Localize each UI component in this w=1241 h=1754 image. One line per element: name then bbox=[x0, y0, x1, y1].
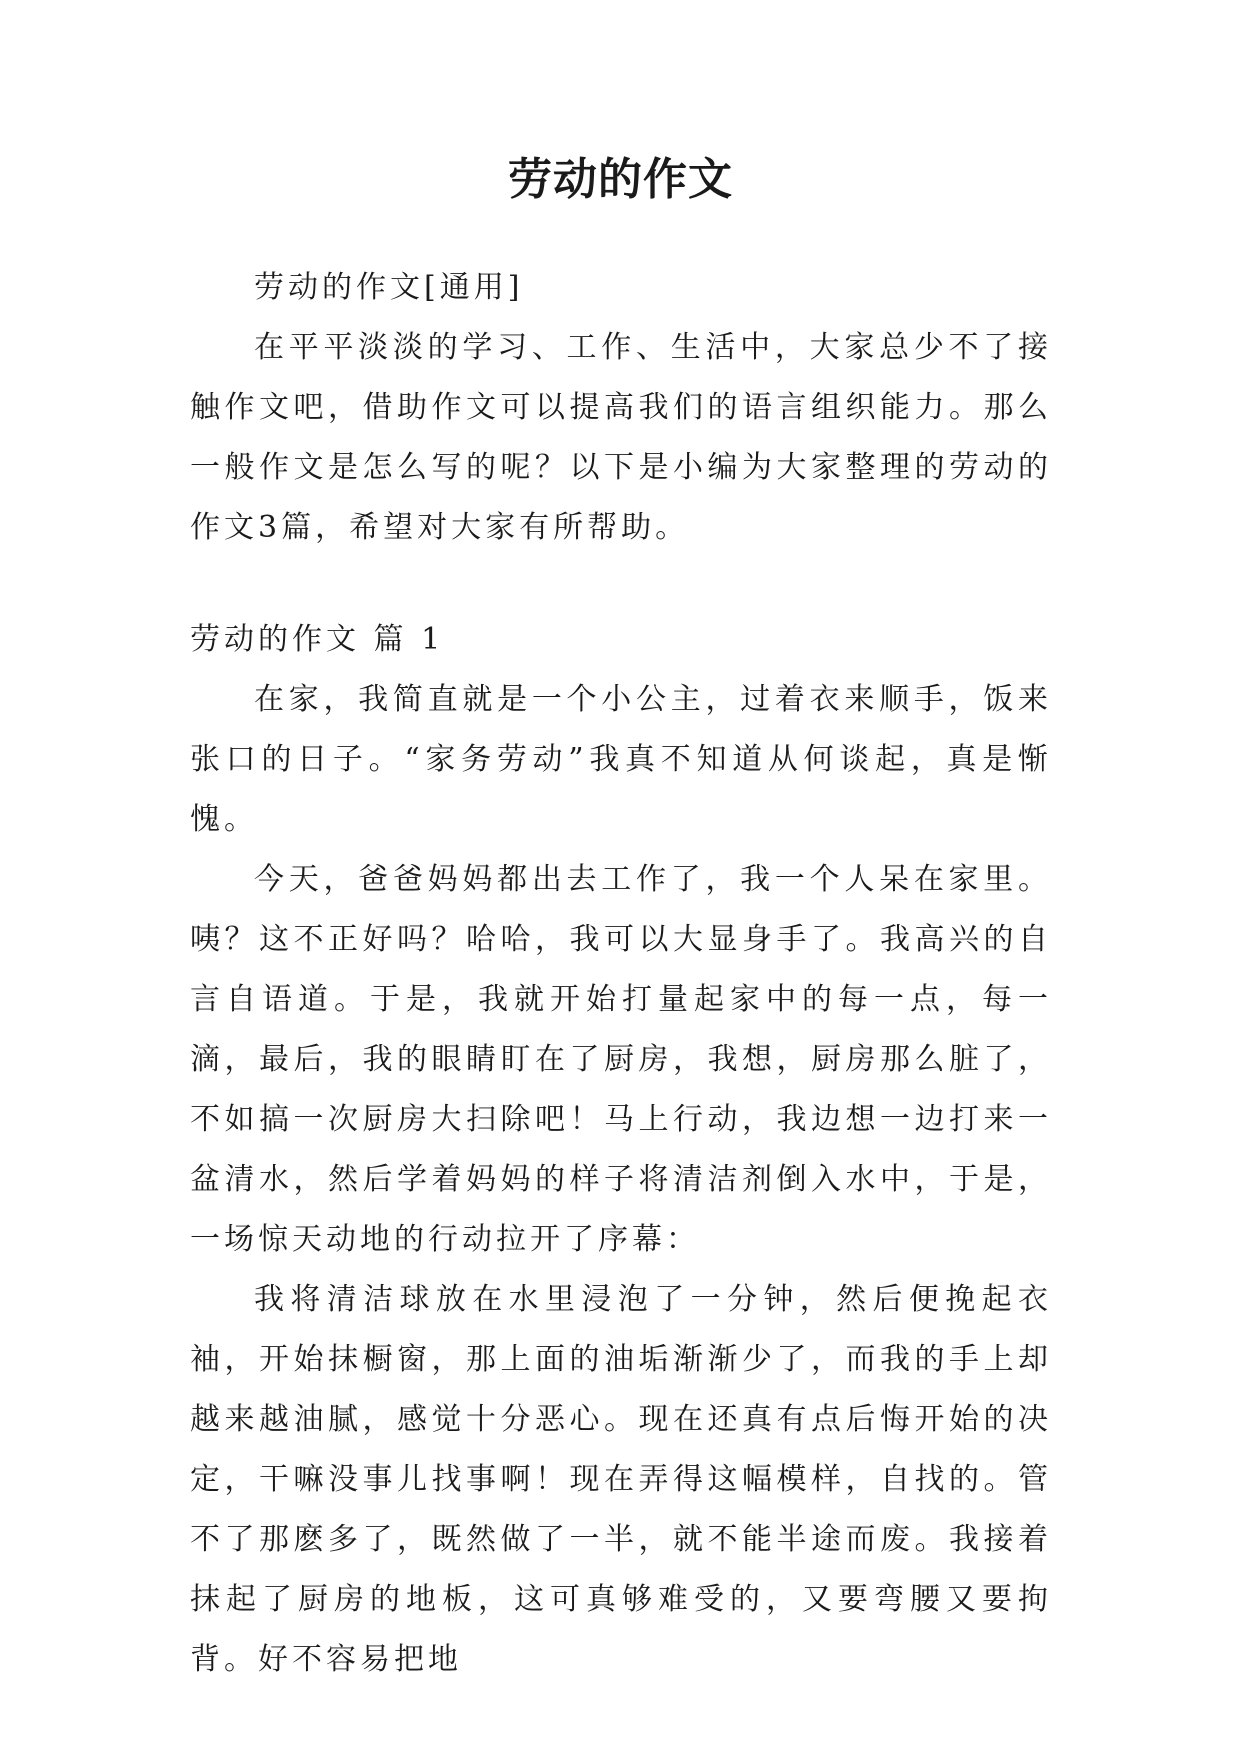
document-subtitle: 劳动的作文[通用] bbox=[254, 270, 524, 305]
body-paragraph: 我将清洁球放在水里浸泡了一分钟，然后便挽起衣袖，开始抹橱窗，那上面的油垢渐渐少了，而我的手上却越来越油腻，感觉十分恶心。现在还真有点后悔开始的决定，干嘛没事儿找事啊！现在弄得这幅模样，自找的。管不了那麽多了，既然做了一半，就不能半途而废。我接着抹起了厨房的地板，这可真够难受的，又要弯腰又要拘背。好不容易把地 bbox=[190, 1282, 1052, 1677]
document-title: 劳动的作文 bbox=[508, 154, 733, 205]
document-body bbox=[190, 258, 1052, 1690]
section-heading: 劳动的作文 篇 1 bbox=[190, 622, 445, 657]
intro-paragraph: 在平平淡淡的学习、工作、生活中，大家总少不了接触作文吧，借助作文可以提高我们的语言组织能力。那么一般作文是怎么写的呢？以下是小编为大家整理的劳动的作文3篇，希望对大家有所帮助。 bbox=[190, 330, 1052, 545]
body-paragraph: 今天，爸爸妈妈都出去工作了，我一个人呆在家里。咦？这不正好吗？哈哈，我可以大显身手了。我高兴的自言自语道。于是，我就开始打量起家中的每一点，每一滴，最后，我的眼睛盯在了厨房，我想，厨房那么脏了，不如搞一次厨房大扫除吧！马上行动，我边想一边打来一盆清水，然后学着妈妈的样子将清洁剂倒入水中，于是，一场惊天动地的行动拉开了序幕： bbox=[190, 862, 1052, 1257]
body-paragraph: 在家，我简直就是一个小公主，过着衣来顺手，饭来张口的日子。“家务劳动”我真不知道从何谈起，真是惭愧。 bbox=[190, 682, 1052, 837]
